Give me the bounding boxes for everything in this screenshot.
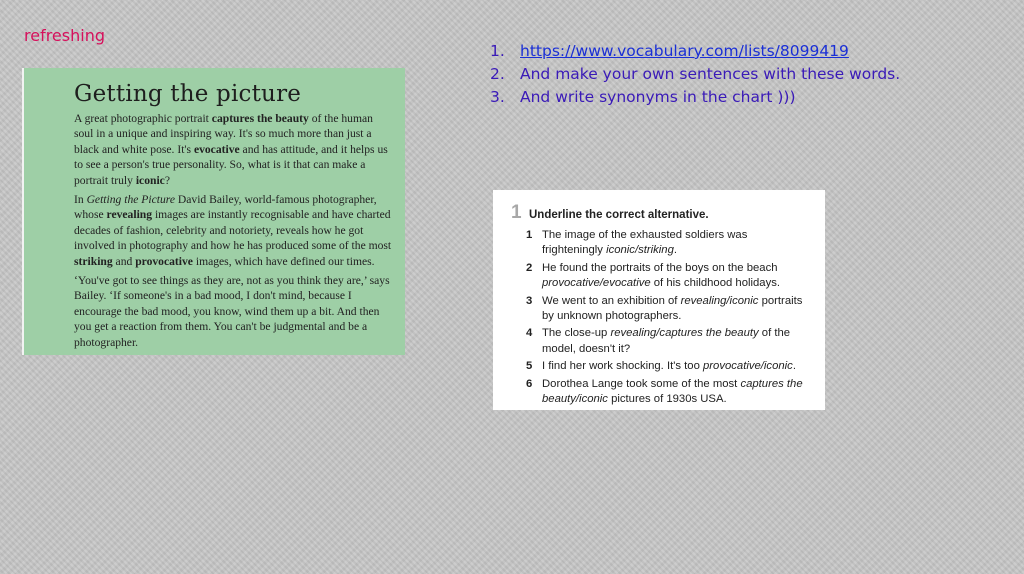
text-run: In [74, 193, 87, 207]
task-item-1 [490, 40, 900, 63]
reading-title: Getting the picture [74, 81, 302, 107]
task-item-3 [490, 86, 900, 109]
keyword: revealing [106, 208, 153, 222]
text-run: pictures of 1930s USA. [607, 393, 727, 406]
exercise-item-number: 2 [526, 261, 533, 274]
task-number: 3. [490, 88, 505, 106]
text-run: We went to an exhibition of [542, 294, 681, 307]
text-run: Dorothea Lange took some of the most [542, 377, 741, 390]
keyword: evocative [193, 142, 240, 156]
keyword: iconic [135, 173, 165, 187]
italic-text: Getting the Picture [86, 193, 175, 207]
text-run: A great photographic portrait [74, 112, 212, 125]
task-number: 1. [490, 42, 505, 60]
exercise-item-number: 6 [526, 377, 533, 390]
reading-paragraph-1 [74, 111, 393, 188]
text-run: ‘You've got to see things as they are, not as you think they are,’ says Bailey. ‘If someone's in a bad mood, I don't mind, because I encourage the bad mood, you know, wind them up a bit. And then you get a reaction from them. You can't be judgmental and be a photographer. [74, 274, 390, 349]
text-run: of his childhood holidays. [650, 277, 781, 290]
exercise-item [526, 326, 811, 357]
italic-text: iconic/striking [606, 244, 674, 257]
reading-paragraph-3 [74, 273, 393, 350]
task-item-2 [490, 63, 900, 86]
exercise-card [493, 190, 825, 410]
reading-card [22, 68, 405, 355]
exercise-items [511, 228, 811, 407]
task-text: And make your own sentences with these words. [520, 65, 901, 83]
exercise-item [526, 294, 811, 325]
task-number: 2. [490, 65, 505, 83]
text-run: . [673, 244, 678, 257]
vocabulary-link[interactable]: https://www.vocabulary.com/lists/8099419 [520, 42, 849, 60]
exercise-item-text [542, 326, 811, 357]
italic-text: revealing/iconic [680, 294, 759, 307]
exercise-item-text [542, 261, 811, 292]
text-run: I find her work shocking. It's too [542, 360, 704, 373]
italic-text: provocative/iconic [703, 360, 793, 373]
text-run: of the human soul in a unique and inspiring way. It's so much more than just a black and white pose. It's [74, 112, 373, 156]
exercise-item-number: 3 [526, 294, 533, 307]
task-text: And write synonyms in the chart ))) [520, 88, 796, 106]
exercise-item-number: 5 [526, 360, 533, 373]
text-run: images are instantly recognisable and have charted decades of fashion, celebrity and notoriety, reveals how he got involved in photography and how he has produced some of the most [74, 208, 392, 253]
exercise-item-number: 4 [526, 327, 533, 340]
exercise-item-text [542, 228, 811, 259]
text-run: portraits by unknown photographers. [542, 294, 803, 323]
italic-text: revealing/captures the beauty [610, 327, 759, 340]
exercise-item-text [542, 377, 811, 408]
exercise-instruction: Underline the correct alternative. [529, 209, 709, 221]
keyword: striking [74, 254, 113, 268]
exercise-item-number: 1 [526, 229, 533, 241]
exercise-item [526, 377, 811, 408]
italic-text: provocative/evocative [542, 277, 651, 290]
text-run: ? [164, 173, 170, 187]
exercise-number: 1 [511, 202, 522, 223]
task-list [490, 40, 900, 109]
text-run: and has attitude, and it helps us to see a person's true personality. So, what is it that can make a portrait truly [74, 142, 388, 187]
exercise-header [511, 202, 811, 224]
italic-text: captures the beauty/iconic [542, 377, 803, 406]
text-run: David Bailey, world-famous photographer, whose [74, 193, 377, 222]
keyword: captures the beauty [211, 112, 309, 125]
keyword: provocative [135, 254, 193, 268]
exercise-item [526, 261, 811, 292]
exercise-item-text [542, 359, 796, 374]
text-run: and [112, 254, 136, 268]
slide-heading: refreshing [24, 26, 105, 45]
exercise-item [526, 359, 811, 374]
exercise-item-text [542, 294, 811, 325]
text-run: The image of the exhausted soldiers was frighteningly [542, 229, 748, 257]
text-run: He found the portraits of the boys on the beach [542, 261, 778, 274]
text-run: images, which have defined our times. [192, 254, 375, 268]
text-run: . [792, 360, 796, 373]
reading-paragraph-2 [74, 192, 393, 269]
exercise-item [526, 228, 811, 259]
text-run: of the model, doesn't it? [542, 327, 791, 355]
text-run: The close-up [542, 327, 611, 340]
